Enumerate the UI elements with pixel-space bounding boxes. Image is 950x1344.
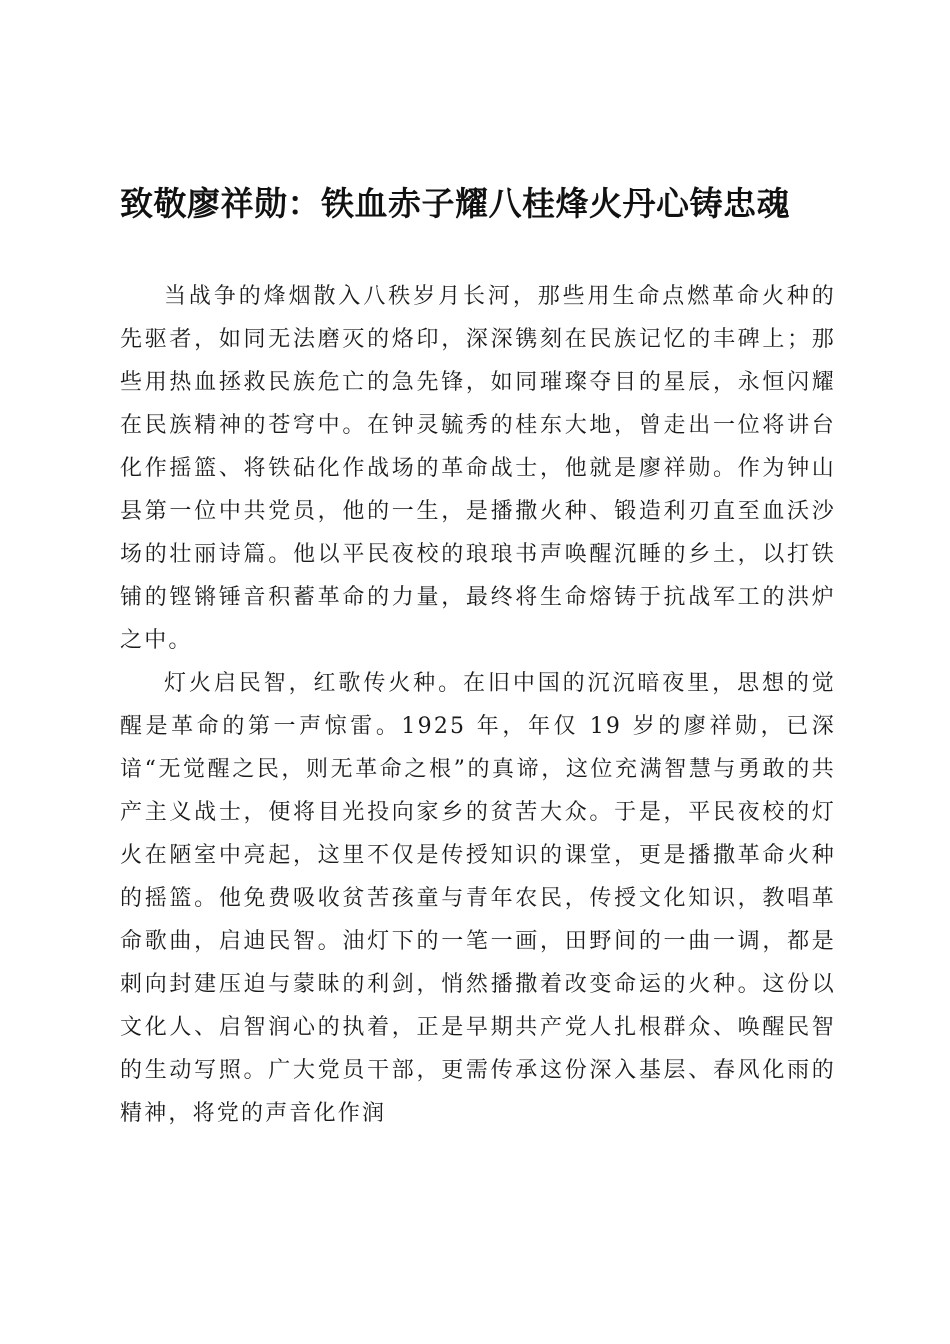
document-title: 致敬廖祥勋：铁血赤子耀八桂烽火丹心铸忠魂 xyxy=(120,184,790,223)
document-body xyxy=(120,275,836,1135)
paragraph-2: 灯火启民智，红歌传火种。在旧中国的沉沉暗夜里，思想的觉醒是革命的第一声惊雷。1925 年，年仅 19 岁的廖祥勋，已深谙“无觉醒之民，则无革命之根”的真谛，这位充满智慧与勇敢的共产主义战士，便将目光投向家乡的贫苦大众。于是，平民夜校的灯火在陋室中亮起，这里不仅是传授知识的课堂，更是播撒革命火种的摇篮。他免费吸收贫苦孩童与青年农民，传授文化知识，教唱革命歌曲，启迪民智。油灯下的一笔一画，田野间的一曲一调，都是刺向封建压迫与蒙昧的利剑，悄然播撒着改变命运的火种。这份以文化人、启智润心的执着，正是早期共产党人扎根群众、唤醒民智的生动写照。广大党员干部，更需传承这份深入基层、春风化雨的精神，将党的声音化作润 xyxy=(120,671,836,1126)
paragraph-1: 当战争的烽烟散入八秩岁月长河，那些用生命点燃革命火种的先驱者，如同无法磨灭的烙印，深深镌刻在民族记忆的丰碑上；那些用热血拯救民族危亡的急先锋，如同璀璨夺目的星辰，永恒闪耀在民族精神的苍穹中。在钟灵毓秀的桂东大地，曾走出一位将讲台化作摇篮、将铁砧化作战场的革命战士，他就是廖祥勋。作为钟山县第一位中共党员，他的一生，是播撒火种、锻造利刃直至血沃沙场的壮丽诗篇。他以平民夜校的琅琅书声唤醒沉睡的乡土，以打铁铺的铿锵锤音积蓄革命的力量，最终将生命熔铸于抗战军工的洪炉之中。 xyxy=(120,284,836,653)
